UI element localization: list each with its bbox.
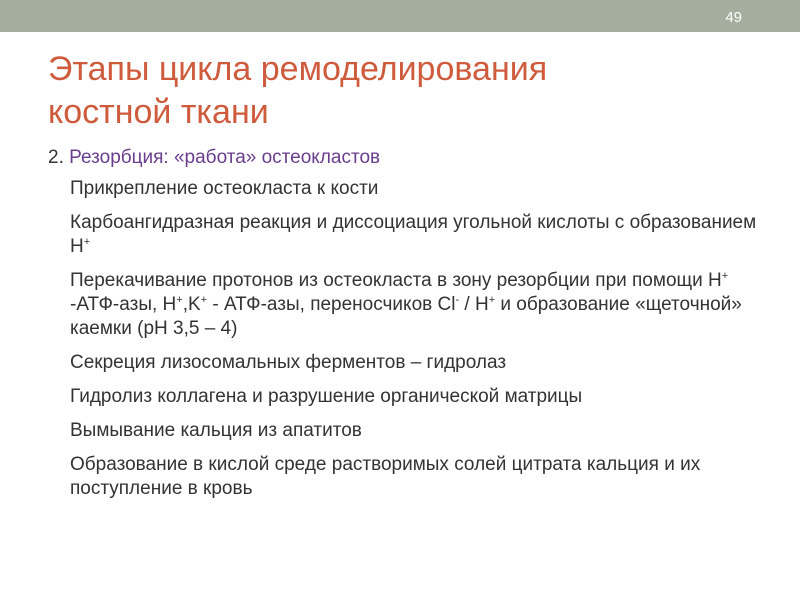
bullet-item bbox=[48, 211, 758, 259]
bullet-text: Гидролиз коллагена и разрушение органической матрицы bbox=[70, 386, 583, 407]
slide-title bbox=[48, 48, 748, 134]
bullet-list bbox=[48, 177, 758, 501]
title-line-1: Этапы цикла ремоделирования bbox=[48, 50, 548, 88]
superscript: + bbox=[721, 270, 729, 282]
bullet-text: Прикрепление остеокласта к кости bbox=[70, 178, 379, 199]
header-bar bbox=[0, 0, 800, 32]
slide-content bbox=[48, 146, 758, 511]
bullet-item bbox=[48, 177, 758, 201]
superscript: + bbox=[83, 236, 91, 248]
superscript: - bbox=[455, 294, 460, 306]
bullet-text: Секреция лизосомальных ферментов – гидролаз bbox=[70, 352, 507, 373]
superscript: + bbox=[200, 294, 208, 306]
subtitle-text: Резорбция: «работа» остеокластов bbox=[69, 147, 381, 168]
bullet-item bbox=[48, 453, 758, 501]
bullet-text: -АТФ-азы, H bbox=[70, 294, 177, 315]
bullet-item bbox=[48, 419, 758, 443]
bullet-text: и образование «щеточной» каемки (pH 3,5 – 4) bbox=[70, 294, 742, 339]
superscript: + bbox=[176, 294, 183, 306]
bullet-text: Карбоангидразная реакция и диссоциация угольной кислоты с образованием H bbox=[70, 212, 757, 257]
bullet-item bbox=[48, 385, 758, 409]
subtitle-number: 2. bbox=[48, 147, 64, 168]
subtitle bbox=[48, 146, 758, 170]
bullet-item bbox=[48, 269, 758, 341]
bullet-text: Перекачивание протонов из остеокласта в зону резорбции при помощи H bbox=[70, 270, 722, 291]
bullet-text: - АТФ-азы, переносчиков Cl bbox=[207, 294, 456, 315]
superscript: + bbox=[488, 294, 496, 306]
bullet-text: ,K bbox=[182, 294, 201, 315]
title-line-2: костной ткани bbox=[48, 93, 269, 131]
page-number: 49 bbox=[725, 9, 742, 26]
bullet-text: Образование в кислой среде растворимых солей цитрата кальция и их поступление в кровь bbox=[70, 454, 701, 499]
bullet-item bbox=[48, 351, 758, 375]
bullet-text: / H bbox=[459, 294, 489, 315]
bullet-text: Вымывание кальция из апатитов bbox=[70, 420, 362, 441]
